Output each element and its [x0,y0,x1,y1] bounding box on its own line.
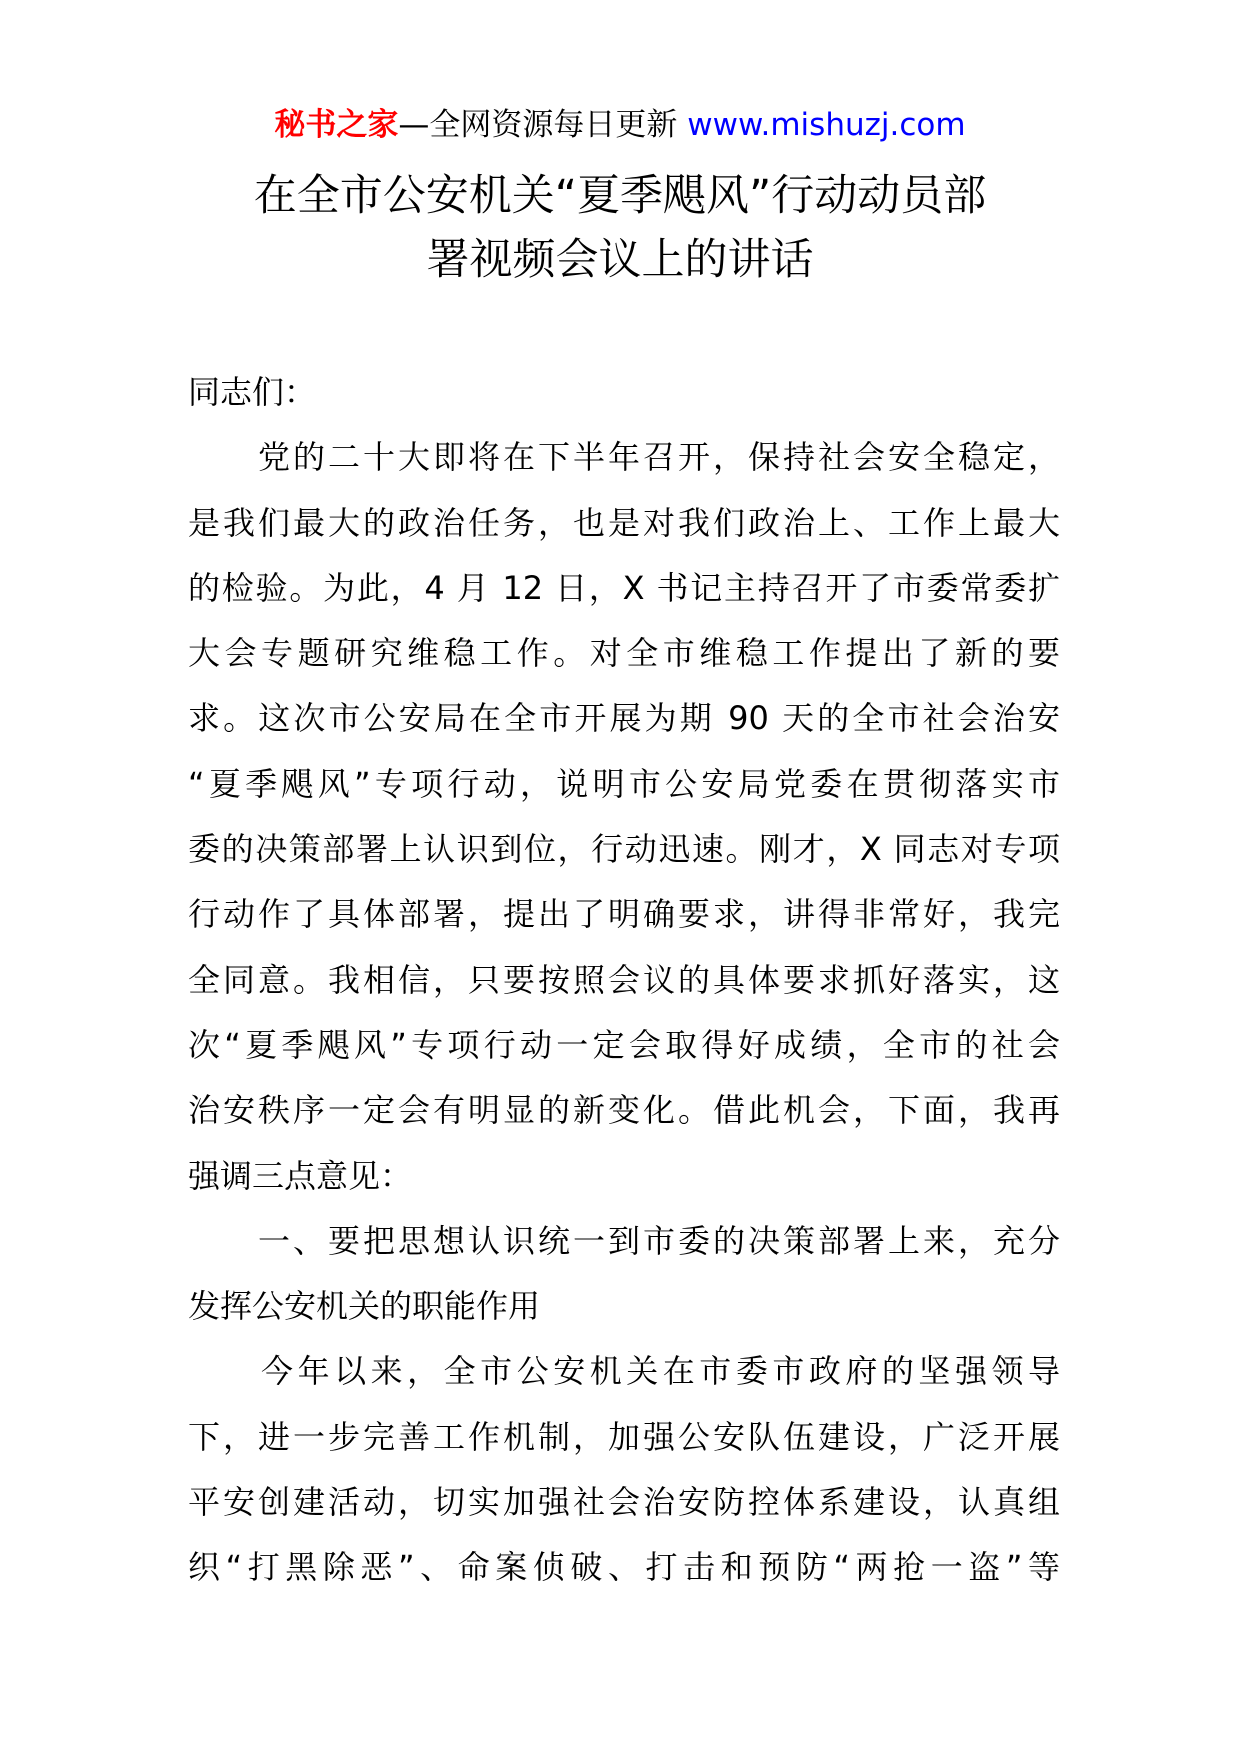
body-line: 求。这次市公安局在全市开展为期 90 天的全市社会治安 [188,699,1060,738]
salutation: 同志们： [188,373,317,411]
body-line: “夏季飓风”专项行动，说明市公安局党委在贯彻落实市 [188,764,1060,803]
document-title [150,164,1090,292]
body-line: 行动作了具体部署，提出了明确要求，讲得非常好，我完 [188,895,1060,934]
body-line: 织“打黑除恶”、命案侦破、打击和预防“两抢一盗”等 [188,1548,1060,1587]
body-line: 委的决策部署上认识到位，行动迅速。刚才，X 同志对专项 [188,830,1060,869]
body-line: 的检验。为此，4 月 12 日，X 书记主持召开了市委常委扩 [188,568,1060,607]
site-url-link[interactable]: www.mishuzj.com [687,107,966,143]
body-line: 是我们最大的政治任务，也是对我们政治上、工作上最大 [188,503,1060,542]
header-tagline: —全网资源每日更新 [398,107,678,143]
body-line: 全同意。我相信，只要按照会议的具体要求抓好落实，这 [188,960,1060,999]
section-heading-line: 一、要把思想认识统一到市委的决策部署上来，充分 [188,1221,1060,1260]
title-line-2: 署视频会议上的讲话 [426,235,814,285]
body-line: 平安创建活动，切实加强社会治安防控体系建设，认真组 [188,1483,1060,1522]
title-line-1: 在全市公安机关“夏季飓风”行动动员部 [253,171,987,221]
body-line: 今年以来，全市公安机关在市委市政府的坚强领导 [188,1352,1060,1391]
body-line: 大会专题研究维稳工作。对全市维稳工作提出了新的要 [188,634,1060,673]
section-heading-line: 发挥公安机关的职能作用 [188,1287,541,1326]
brand-name: 秘书之家 [274,107,399,143]
document-body [188,360,1060,1601]
body-line: 治安秩序一定会有明显的新变化。借此机会，下面，我再 [188,1091,1060,1130]
body-line: 强调三点意见： [188,1156,413,1195]
body-line: 次“夏季飓风”专项行动一定会取得好成绩，全市的社会 [188,1025,1060,1064]
body-line: 党的二十大即将在下半年召开，保持社会安全稳定， [188,438,1060,477]
body-line: 下，进一步完善工作机制，加强公安队伍建设，广泛开展 [188,1417,1060,1456]
site-header [0,100,1240,150]
